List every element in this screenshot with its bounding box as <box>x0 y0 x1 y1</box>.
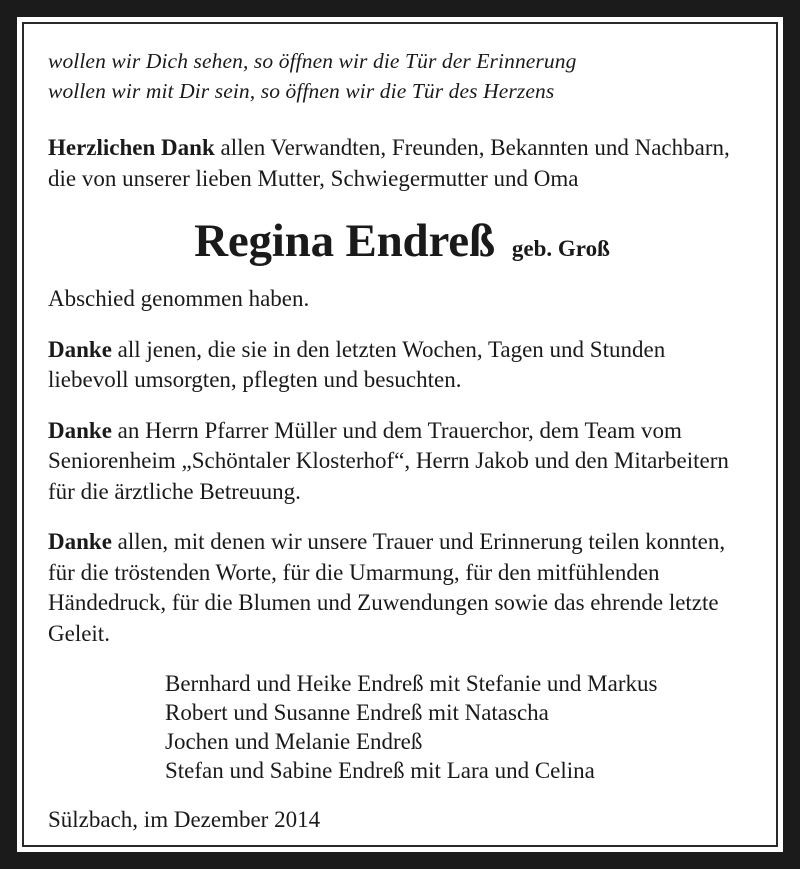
deceased-name-block <box>48 214 750 268</box>
thanks-lead-3: Danke <box>48 529 112 554</box>
thanks-text-3: allen, mit denen wir unsere Trauer und Erinnerung teilen konnten, für die tröstenden Worte, für die Umarmung, für den mitfühlenden Händedruck, für die Blumen und Zuwendungen sowie das ehrende letzte Geleit. <box>48 529 726 646</box>
thanks-text-1: all jenen, die sie in den letzten Wochen, Tagen und Stunden liebevoll umsorgten, pflegten und besuchten. <box>48 336 666 392</box>
thanks-lead-1: Danke <box>48 336 112 362</box>
thanks-lead-2: Danke <box>48 417 112 443</box>
family-line: Robert und Susanne Endreß mit Natascha <box>165 700 549 725</box>
epitaph-line-1: wollen wir Dich sehen, so öffnen wir die Tür der Erinnerung <box>48 49 577 73</box>
deceased-name: Regina Endreß <box>194 215 495 267</box>
thanks-text-2: an Herrn Pfarrer Müller und dem Trauerchor, dem Team vom Seniorenheim „Schöntaler Klosterhof“, Herrn Jakob und den Mitarbeitern für die ärztliche Betreuung. <box>48 417 729 504</box>
family-line: Bernhard und Heike Endreß mit Stefanie und Markus <box>165 671 658 696</box>
epitaph-line-2: wollen wir mit Dir sein, so öffnen wir die Tür des Herzens <box>48 79 555 103</box>
thanks-paragraph-3 <box>48 527 750 649</box>
deceased-maiden-name: geb. Groß <box>511 236 610 261</box>
place-and-date: Sülzbach, im Dezember 2014 <box>48 807 321 832</box>
intro-paragraph <box>48 133 750 194</box>
mourning-border-gap <box>17 17 783 852</box>
thanks-paragraph-1 <box>48 335 750 396</box>
notice-content <box>24 24 776 845</box>
thanks-paragraph-2 <box>48 416 750 508</box>
mourning-border-inner <box>22 22 778 847</box>
intro-lead: Herzlichen Dank <box>48 135 215 160</box>
family-line: Jochen und Melanie Endreß <box>165 729 423 754</box>
intro-text: allen Verwandten, Freunden, Bekannten und Nachbarn, die von unserer lieben Mutter, Schwiegermutter und Oma <box>48 135 730 191</box>
family-list <box>48 669 750 785</box>
farewell-line: Abschied genommen haben. <box>48 286 310 311</box>
epitaph-verse <box>48 46 750 106</box>
family-line: Stefan und Sabine Endreß mit Lara und Celina <box>165 758 595 783</box>
